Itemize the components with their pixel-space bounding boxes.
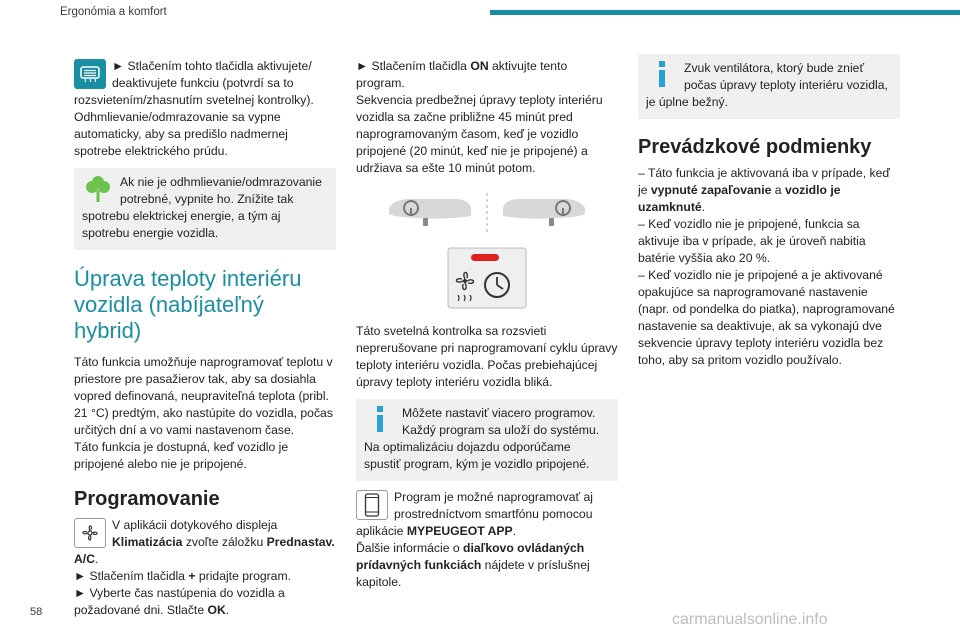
info-note-fan-text: Zvuk ventilátora, ktorý bude znieť počas úpravy teploty interiéru vozidla, je úplne bežný. — [646, 61, 888, 109]
phone-remote-functions: diaľkovo ovládaných prídavných funkciách — [356, 541, 585, 572]
defrost-paragraph — [74, 58, 336, 160]
c1a: – Táto funkcia je aktivovaná iba v prípade, keď je — [638, 166, 890, 197]
info-icon — [364, 405, 396, 435]
condition-2: – Keď vozidlo nie je pripojené, funkcia sa aktivuje iba v prípade, ak je úroveň nabitia batérie vyššia ako 20 %. — [638, 217, 866, 265]
eco-note-text: Ak nie je odhmlievanie/odmrazovanie potrebné, vypnite ho. Znížite tak spotrebu elektrickej energie, a tým aj spotrebu energie vozidla. — [82, 175, 322, 240]
info-note-programs — [356, 399, 618, 481]
watermark: carmanualsonline.info — [672, 611, 828, 628]
indicator-paragraph: Táto svetelná kontrolka sa rozsvieti neprerušovane pri naprogramovaní cyklu úpravy teploty interiéru vozidla. Počas prebiehajúcej úpravy teploty interiéru vozidla bliká. — [356, 324, 618, 389]
activate-1: ► Stlačením tlačidla — [356, 59, 471, 73]
defrost-rest: rozsvietením/zhasnutím svetelnej kontrolky). Odhmlievanie/odmrazovanie sa vypne automaticky, aby sa predišlo nadmernej spotrebe elektrického prúdu. — [74, 93, 314, 158]
programming-paragraph — [74, 517, 336, 619]
smartphone-paragraph — [356, 489, 618, 591]
intro-paragraph: Táto funkcia umožňuje naprogramovať teplotu v priestore pre pasažierov tak, aby sa dosiahla vopred definovaná, neupraviteľná teplota (pribl. 21 °C) predtým, ako nastúpite do vozidla, počas určitých dní a vo vami nastavenom čase. — [74, 355, 333, 437]
prog-line-a: V aplikácii dotykového displeja — [112, 518, 278, 532]
availability-paragraph: Táto funkcia je dostupná, keď vozidlo je pripojené alebo nie je pripojené. — [74, 440, 289, 471]
phone-dot: . — [512, 524, 517, 538]
prog-select-tab: zvoľte záložku — [182, 535, 267, 549]
c1e: . — [701, 200, 706, 214]
programming-heading: Programovanie — [74, 488, 220, 510]
climate-fan-icon — [74, 518, 106, 548]
conditions-heading: Prevádzkové podmienky — [638, 136, 872, 158]
prog-dot: . — [95, 552, 99, 566]
condition-3: – Keď vozidlo nie je pripojené a je aktivované opakujúce sa naprogramované nastavenie (napr. od pondelka do piatka), naprogramované nastavenie sa deaktivuje, ak sa vykonajú dve sekvencie úpravy teploty interiéru vozidla bez toho, aby sa pritom vozidlo používalo. — [638, 268, 895, 367]
condition-1 — [638, 165, 900, 216]
c1c: a — [771, 183, 785, 197]
prog-add-2: pridajte program. — [195, 569, 291, 583]
info-icon — [646, 60, 678, 90]
activate-paragraph — [356, 58, 618, 92]
info-note-programs-text: Môžete nastaviť viacero programov. Každý program sa uloží do systému. Na optimalizáciu dojazdu odporúčame spustiť program, kým je vozidlo pripojené. — [364, 406, 600, 471]
column-2 — [356, 58, 618, 591]
prog-add-plus: + — [188, 569, 196, 583]
phone-app-name: MYPEUGEOT APP — [406, 524, 513, 538]
prog-ok: OK — [207, 603, 226, 617]
column-1 — [74, 58, 336, 619]
prog-select-time-end: . — [225, 603, 230, 617]
car-unplugged-icon — [499, 194, 589, 232]
column-3 — [638, 54, 900, 369]
c1-ignition-off: vypnuté zapaľovanie — [650, 183, 772, 197]
defrost-line-2: deaktivujete funkciu (potvrdí sa to — [112, 76, 294, 90]
rear-defrost-button-icon — [74, 59, 106, 89]
eco-tree-icon — [82, 174, 114, 204]
eco-note — [74, 168, 336, 250]
activate-2: aktivujte tento program. — [356, 59, 568, 90]
prog-select-time: ► Vyberte čas nastúpenia do vozidla a požadované dni. Stlačte — [74, 586, 285, 617]
prog-preset-ac: Prednastav. A/C — [74, 535, 335, 566]
page-number: 58 — [30, 606, 43, 618]
info-note-fan — [638, 54, 900, 119]
defrost-line-1: ► Stlačením tohto tlačidla aktivujete/ — [112, 59, 312, 73]
prog-add-1: ► Stlačením tlačidla — [74, 569, 189, 583]
divider — [485, 193, 489, 233]
car-figure — [356, 193, 618, 233]
preconditioning-indicator-icon — [447, 247, 527, 309]
phone-d1: Ďalšie informácie o — [356, 541, 464, 555]
header-accent-bar — [490, 10, 960, 15]
sequence-paragraph: Sekvencia predbežnej úpravy teploty interiéru vozidla sa začne približne 45 minút pred naprogramovaným časom, keď je vozidlo pripojené (20 minút, keď nie je pripojené) a udržiava sa ešte 10 minút potom. — [356, 93, 603, 175]
car-plugged-icon — [385, 194, 475, 232]
section-heading: Úprava teploty interiéru vozidla (nabíjateľný hybrid) — [74, 266, 302, 343]
header-title: Ergonómia a komfort — [60, 6, 167, 18]
c1-vehicle-locked: vozidlo je uzamknuté — [638, 183, 841, 214]
activate-on: ON — [470, 59, 489, 73]
phone-a: Program je možné naprogramovať aj prostredníctvom smartfónu pomocou aplikácie — [356, 490, 593, 538]
smartphone-icon — [356, 490, 388, 520]
prog-climate: Klimatizácia — [112, 535, 183, 549]
phone-d3: nájdete v príslušnej kapitole. — [356, 558, 590, 589]
indicator-figure — [447, 247, 527, 309]
